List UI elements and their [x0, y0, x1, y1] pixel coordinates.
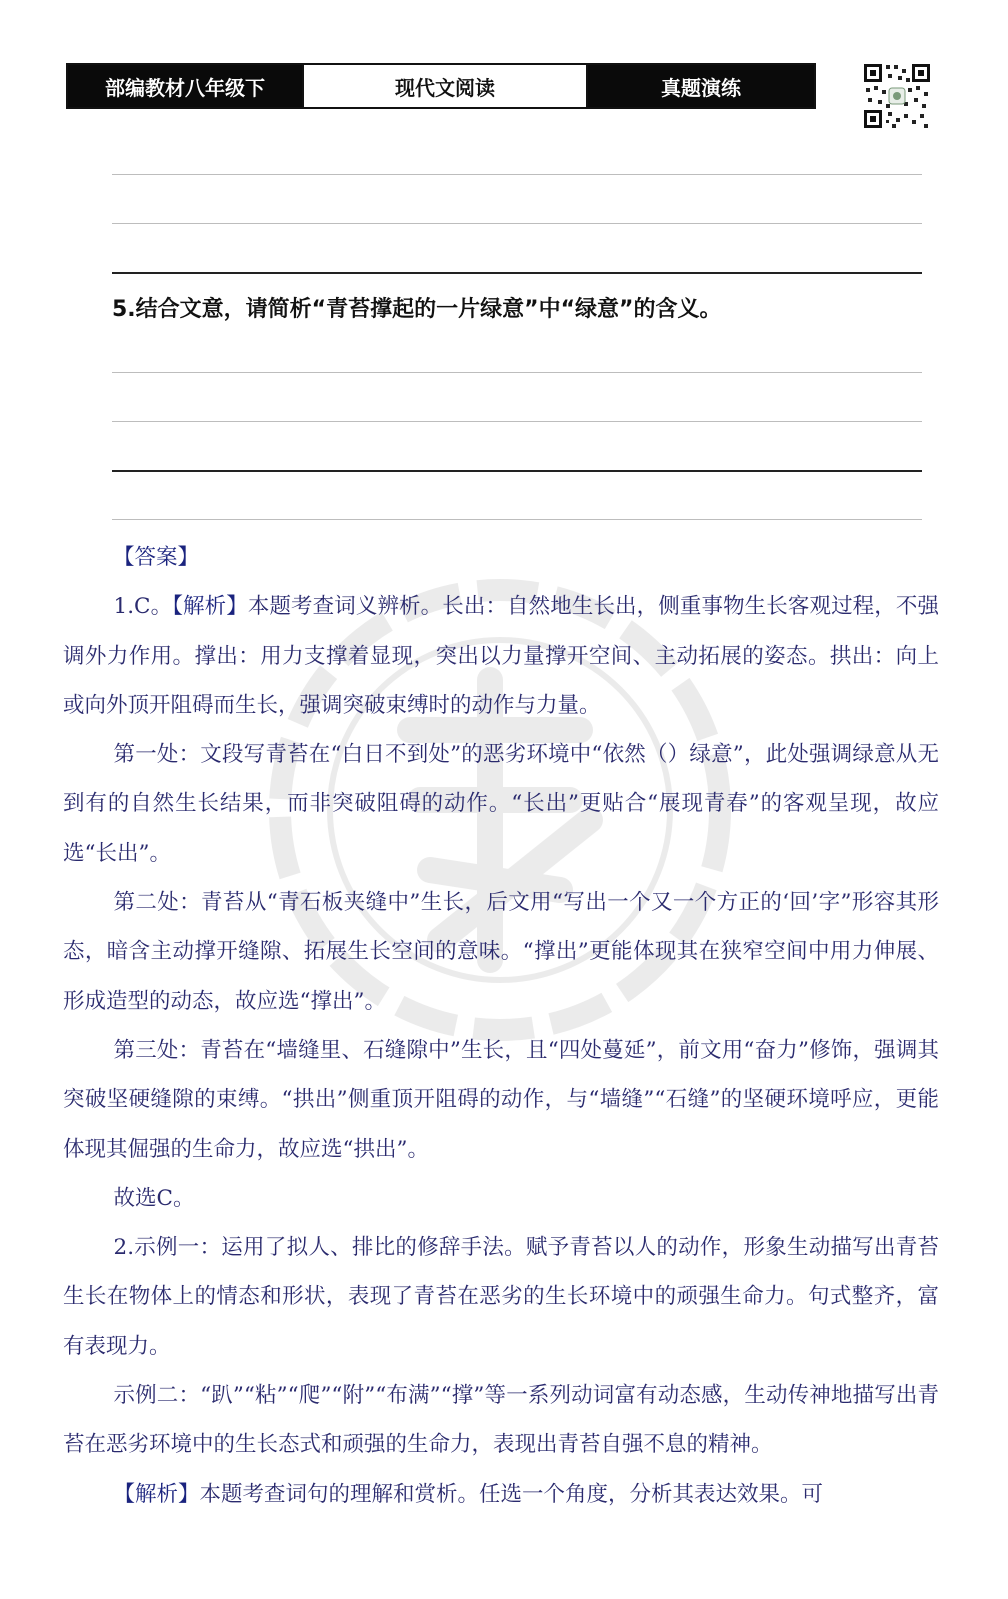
answer-paragraph: 第二处：青苔从“青石板夹缝中”生长，后文用“写出一个又一个方正的‘回’字”形容其形态，暗含主动撑开缝隙、拓展生长空间的意味。“撑出”更能体现其在狭窄空间中用力伸展、形成造型的动态，故应选“撑出”。	[63, 890, 939, 1014]
answer-line	[112, 470, 922, 472]
answer-paragraph: 【解析】本题考查词句的理解和赏析。任选一个角度，分析其表达效果。可	[113, 1481, 824, 1507]
answer-heading: 【答案】	[113, 545, 200, 570]
question-5: 5.结合文意，请简析“青苔撑起的一片绿意”中“绿意”的含义。	[112, 297, 722, 322]
answer-paragraph: 故选C。	[113, 1185, 195, 1211]
answer-line	[112, 421, 922, 422]
answer-line	[112, 174, 922, 175]
answer-paragraph: 2.示例一：运用了拟人、排比的修辞手法。赋予青苔以人的动作，形象生动描写出青苔生长在物体上的情态和形状，表现了青苔在恶劣的生长环境中的顽强生命力。句式整齐，富有表现力。	[63, 1235, 939, 1359]
answer-line	[112, 372, 922, 373]
header-subject: 现代文阅读	[302, 65, 588, 107]
answer-paragraph: 1.C。【解析】本题考查词义辨析。长出：自然地生长出，侧重事物生长客观过程，不强调外力作用。撑出：用力支撑着显现，突出以力量撑开空间、主动拓展的姿态。拱出：向上或向外顶开阻碍而生长，强调突破束缚时的动作与力量。	[63, 594, 939, 718]
answer-line	[112, 223, 922, 224]
header-grade: 部编教材八年级下	[68, 65, 302, 107]
answer-paragraph: 示例二：“趴”“粘”“爬”“附”“布满”“撑”等一系列动词富有动态感，生动传神地描写出青苔在恶劣环境中的生长态式和顽强的生命力，表现出青苔自强不息的精神。	[63, 1383, 939, 1458]
answer-paragraph: 第三处：青苔在“墙缝里、石缝隙中”生长，且“四处蔓延”，前文用“奋力”修饰，强调其突破坚硬缝隙的束缚。“拱出”侧重顶开阻碍的动作，与“墙缝”“石缝”的坚硬环境呼应，更能体现其倔强的生命力，故应选“拱出”。	[63, 1037, 939, 1162]
answer-line	[112, 519, 922, 520]
qr-code-icon[interactable]	[862, 62, 932, 130]
header-bar	[66, 63, 816, 109]
header-section: 真题演练	[588, 65, 814, 107]
answer-paragraph: 第一处：文段写青苔在“白日不到处”的恶劣环境中“依然（）绿意”，此处强调绿意从无到有的自然生长结果，而非突破阻碍的动作。“长出”更贴合“展现青春”的客观呈现，故应选“长出”。	[63, 742, 939, 866]
answer-line	[112, 272, 922, 274]
answer-section	[63, 533, 939, 1519]
